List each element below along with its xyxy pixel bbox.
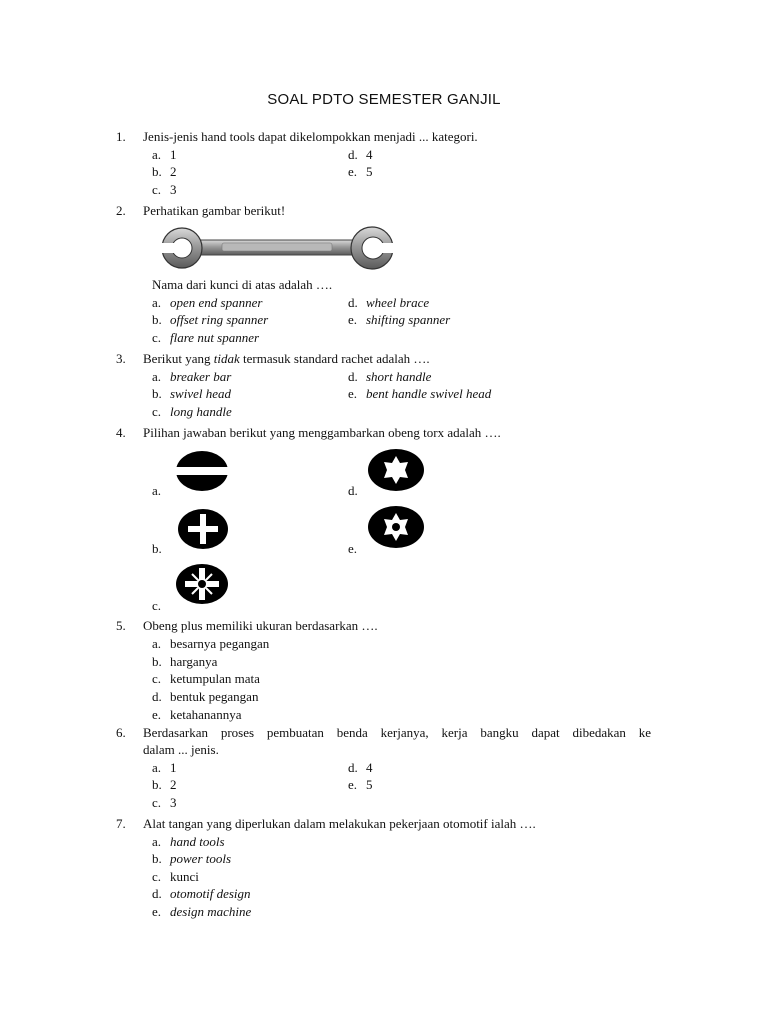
option-d: d. 4 (348, 147, 373, 162)
question-number: 6. (116, 725, 126, 740)
option-e: e. bent handle swivel head (348, 386, 492, 401)
phillips-screw-icon (177, 508, 229, 550)
question-number: 3. (116, 351, 126, 366)
question-stem: Alat tangan yang diperlukan dalam melakukan pekerjaan otomotif ialah …. (143, 816, 536, 831)
option-e: e. 5 (348, 777, 373, 792)
option-c: c. 3 (152, 182, 177, 197)
option-e: e. ketahanannya (152, 707, 242, 722)
question-number: 7. (116, 816, 126, 831)
option-d: d. (348, 483, 358, 498)
question-stem: Obeng plus memiliki ukuran berdasarkan …. (143, 618, 378, 633)
question-number: 2. (116, 203, 126, 218)
option-e: e. design machine (152, 904, 252, 919)
flat-slot-screw-icon (175, 450, 229, 492)
option-e: e. (348, 541, 358, 556)
option-a: a. (152, 483, 162, 498)
option-b: b. 2 (152, 777, 177, 792)
option-c: c. flare nut spanner (152, 330, 260, 345)
option-b: b. offset ring spanner (152, 312, 269, 327)
option-b: b. (152, 541, 162, 556)
flare-nut-spanner-image (160, 226, 396, 270)
question-stem: Perhatikan gambar berikut! (143, 203, 286, 218)
option-c: c. long handle (152, 404, 232, 419)
question-stem: Berikut yang tidak termasuk standard rachet adalah …. (143, 351, 430, 366)
question-substem: Nama dari kunci di atas adalah …. (152, 277, 333, 292)
option-c: c. ketumpulan mata (152, 671, 260, 686)
torx-star-icon (367, 448, 425, 492)
option-c: c. kunci (152, 869, 199, 884)
option-b: b. 2 (152, 164, 177, 179)
option-a: a. 1 (152, 147, 177, 162)
option-a: a. 1 (152, 760, 177, 775)
option-d: d. bentuk pegangan (152, 689, 259, 704)
option-e: e. 5 (348, 164, 373, 179)
question-stem: Jenis-jenis hand tools dapat dikelompokkan menjadi ... kategori. (143, 129, 478, 144)
option-a: a. hand tools (152, 834, 225, 849)
question-number: 4. (116, 425, 126, 440)
question-stem: Pilihan jawaban berikut yang menggambarkan obeng torx adalah …. (143, 425, 501, 440)
option-b: b. power tools (152, 851, 232, 866)
question-number: 1. (116, 129, 126, 144)
option-c: c. 3 (152, 795, 177, 810)
option-d: d. short handle (348, 369, 432, 384)
option-d: d. wheel brace (348, 295, 430, 310)
option-d: d. otomotif design (152, 886, 251, 901)
pozidriv-screw-icon (175, 563, 229, 605)
option-a: a. open end spanner (152, 295, 263, 310)
option-d: d. 4 (348, 760, 373, 775)
option-b: b. swivel head (152, 386, 232, 401)
option-a: a. besarnya pegangan (152, 636, 270, 651)
option-b: b. harganya (152, 654, 218, 669)
question-stem-line-2: dalam ... jenis. (143, 742, 219, 757)
option-c: c. (152, 598, 162, 613)
torx-pin-icon (367, 505, 425, 549)
option-e: e. shifting spanner (348, 312, 451, 327)
question-stem-line-1: Berdasarkan proses pembuatan benda kerjanya, kerja bangku dapat dibedakan ke (143, 725, 651, 740)
option-a: a. breaker bar (152, 369, 232, 384)
page-title: SOAL PDTO SEMESTER GANJIL (267, 91, 501, 108)
question-number: 5. (116, 618, 126, 633)
